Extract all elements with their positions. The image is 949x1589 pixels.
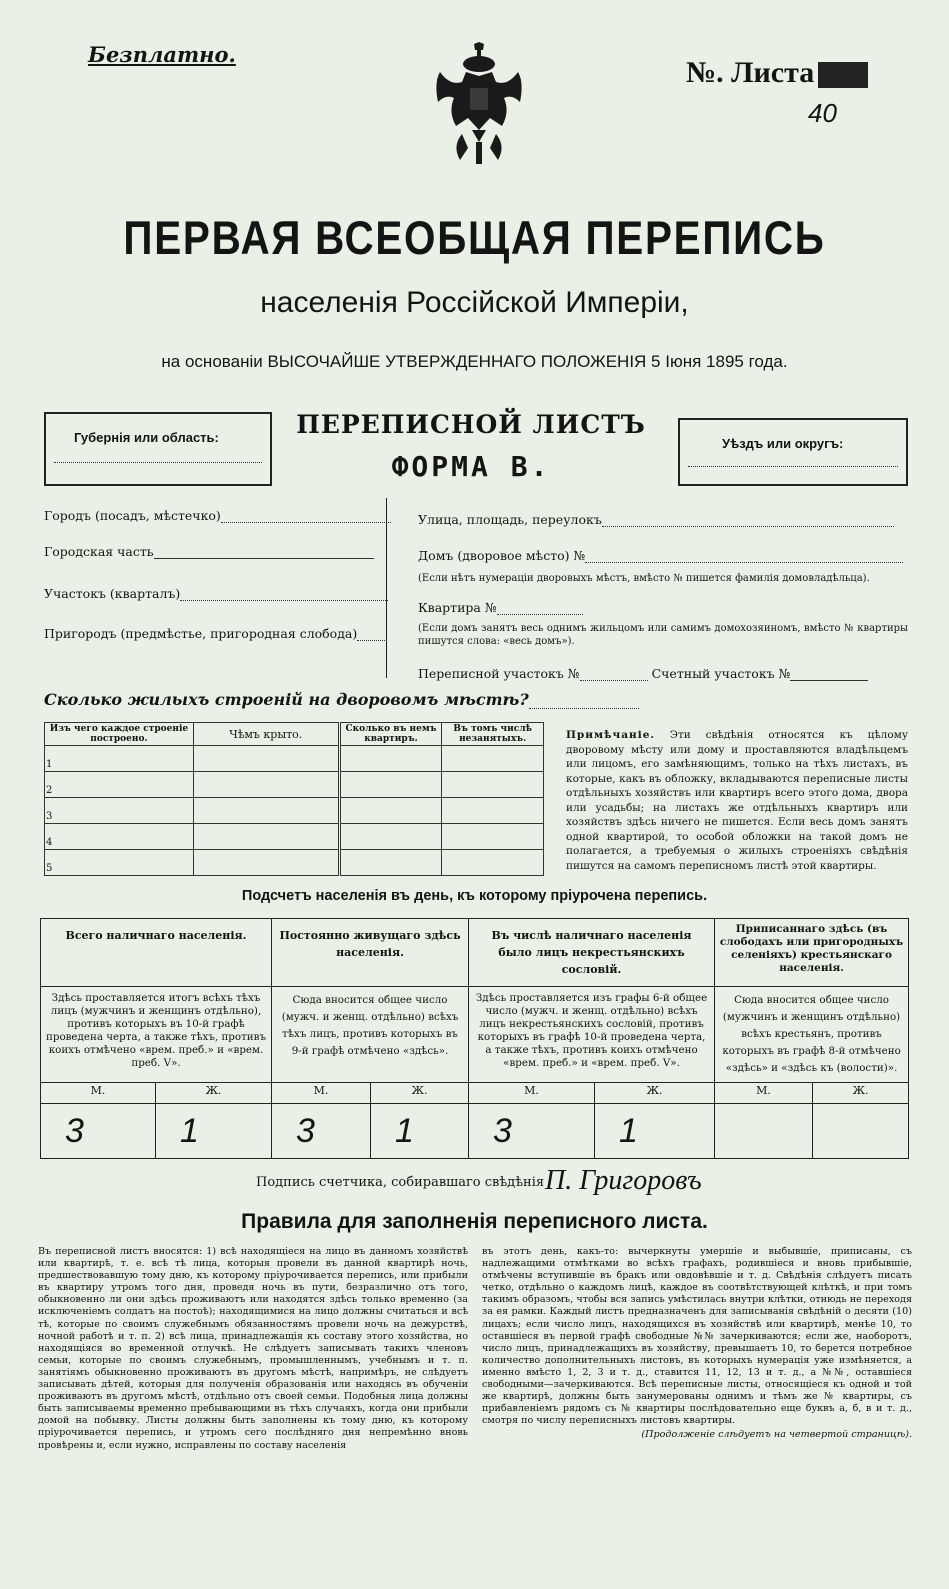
building-row [45, 798, 544, 824]
district-line[interactable] [688, 466, 898, 467]
building-roof-cell[interactable] [193, 798, 339, 824]
nonpeasant-female-value[interactable]: 1 [595, 1104, 715, 1159]
rules-right-text: въ этотъ день, какъ-то: вычеркнуты умершіе и выбывшіе, приписаны, съ надлежащими отмѣтками во всѣхъ графахъ, родившіеся и вновь прибывшіе, отмѣчены вступившіе въ бракъ или овдовѣвшіе и т. д. Свѣдѣнія слѣдуетъ писать четко, отдѣльно о каждомъ лицѣ, каждое въ соотвѣтствующей клѣткѣ, и при томъ такимъ образомъ, чтобы вся запись умѣстилась внутри клѣтки, отнюдь не переходя за ея рамки. Каждый листъ предназначенъ для записыванія свѣдѣній о десяти (10) лицахъ; если число лицъ, находящихся въ хозяйствѣ или квартирѣ, менѣе 10, то оставшіеся въ первой графѣ свободные №№ зачеркиваются; если же, наоборотъ, число лицъ, принадлежащихъ въ хозяйству, превышаетъ 10, то берется потребное количество дополнительныхъ листовъ, въ которыхъ нумерація уже измѣняется, а именно вмѣсто 1, 2, 3 и т. д., ставится 11, 12, 13 и т. д., а №№, оставшіеся свободными—зачеркиваются. Всѣ переписные листы, относящіеся къ одной и той же квартирѣ, должны быть занумерованы однимъ и тѣмъ же № квартиры, съ прибавленіемъ рядомъ съ № квартиры послѣдовательно еще буквъ а, б, в и т. д., смотря по числу переписныхъ листовъ квартиры. [482, 1246, 912, 1427]
decree-line: на основаніи ВЫСОЧАЙШЕ УТВЕРЖДЕННАГО ПОЛОЖЕНІЯ 5 Іюня 1895 года. [161, 352, 788, 371]
male-label: М. [715, 1083, 813, 1104]
pop-col-nonpeasant-text: Здѣсь проставляется изъ графы 6-й общее число (мужч. и женщ. отдѣльно) всѣхъ лицъ некрестьянскихъ сословій, противъ которыхъ въ графѣ 10-й проведена черта, а также тѣхъ, противъ коихъ отмѣчено «врем. преб.» и «врем. преб. V». [469, 987, 715, 1083]
precinct-label: Участокъ (кварталъ) [44, 586, 181, 601]
peasant-female-value[interactable] [813, 1104, 909, 1159]
building-roof-cell[interactable] [193, 746, 339, 772]
count-district-line [790, 668, 868, 681]
district-label: Уѣздъ или округъ: [722, 436, 844, 451]
male-label: М. [469, 1083, 595, 1104]
pop-col-nonpeasant-head: Въ числѣ наличнаго населенія было лицъ некрестьянскихъ сословій. [469, 919, 715, 987]
remark-label: Примѣчаніе. [566, 729, 656, 741]
building-vacant-cell[interactable] [442, 798, 544, 824]
building-vacant-cell[interactable] [442, 746, 544, 772]
house-field[interactable] [418, 548, 903, 563]
female-label: Ж. [371, 1083, 469, 1104]
apartment-note: (Если домъ занятъ весь однимъ жильцомъ или самимъ домохозяиномъ, вмѣсто № квартиры пишутся слова: «весь домъ»). [418, 623, 908, 647]
buildings-table [44, 722, 544, 876]
nonpeasant-male-value[interactable]: 3 [469, 1104, 595, 1159]
form-title: ПЕРЕПИСНОЙ ЛИСТЪ [296, 410, 646, 439]
building-row [45, 772, 544, 798]
rules-left-column: Въ переписной листъ вносятся: 1) всѣ находящіеся на лицо въ данномъ хозяйствѣ или квартирѣ, т. е. всѣ тѣ лица, которыя провели въ данной квартирѣ ночь, предшествовавшую тому дню, къ которому пріурочивается перепись, или прибыли въ квартиру утромъ того дня, проведя ночь въ пути, безразлично отъ того, обыкновенно ли они здѣсь проживаютъ или находятся здѣсь только временно (за исключеніемъ солдатъ на постоѣ); находящимися на лицо должны считаться и всѣ тѣ, которые по своимъ служебнымъ обязанностямъ провели ночь на дежурствѣ, ночной работѣ и т. п. 2) всѣ лица, принадлежащія къ составу этого хозяйства, но находящіяся во временной отлучкѣ. Не слѣдуетъ записывать такихъ членовъ семьи, которые по своимъ служебнымъ, промышленнымъ, учебнымъ и т. п. занятіямъ обыкновенно проживаютъ въ другомъ мѣстѣ, напримѣръ, не слѣдуетъ записывать дѣтей, которыя для полученія образованія или находясь въ обученіи проживаютъ въ другомъ мѣстѣ, отдѣльно отъ своей семьи. Подобныя лица должны быть записываемы временно пребывающими въ тѣхъ случаяхъ, когда они прибыли домой на побывку. Листы должны быть заполнены къ тому дню, къ которому пріурочивается перепись, и утромъ сего послѣдняго дня непремѣнно вновь провѣрены и, если нужно, исправлены по составу населенія [38, 1246, 468, 1451]
census-district-line [580, 668, 648, 681]
street-field[interactable] [418, 512, 894, 527]
building-row [45, 850, 544, 876]
building-row [45, 824, 544, 850]
buildings-header-roof: Чѣмъ крыто. [193, 723, 339, 746]
building-apartments-cell[interactable] [339, 746, 442, 772]
building-row-num: 5 [45, 850, 194, 876]
buildings-header-apartments: Сколько въ немъ квартиръ. [339, 723, 442, 746]
building-row-num: 1 [45, 746, 194, 772]
pop-col-peasant-head: Приписаннаго здѣсь (въ слободахъ или пригородныхъ селеніяхъ) крестьянскаго населенія. [715, 919, 909, 987]
free-label: Безплатно. [88, 42, 236, 67]
apartment-line [497, 602, 583, 615]
building-row-num: 3 [45, 798, 194, 824]
total-female-value[interactable]: 1 [156, 1104, 272, 1159]
rules-continued: (Продолженіе слѣдуетъ на четвертой страницѣ). [641, 1429, 912, 1441]
province-box [44, 412, 272, 486]
province-line[interactable] [54, 462, 262, 463]
apartment-label: Квартира № [418, 600, 497, 615]
buildings-header-vacant: Въ томъ числѣ незанятыхъ. [442, 723, 544, 746]
pop-col-total-text: Здѣсь проставляется итогъ всѣхъ тѣхъ лицъ (мужчинъ и женщинъ отдѣльно), противъ которыхъ въ 10-й графѣ проведена черта, а также тѣхъ, противъ коихъ отмѣчено «врем. преб.» и «врем. преб. V». [41, 987, 272, 1083]
precinct-field[interactable] [44, 586, 388, 601]
precinct-line [180, 588, 388, 601]
city-part-field[interactable] [44, 544, 374, 559]
street-label: Улица, площадь, переулокъ [418, 512, 602, 527]
female-label: Ж. [156, 1083, 272, 1104]
building-roof-cell[interactable] [193, 772, 339, 798]
buildings-question [44, 690, 639, 709]
population-heading: Подсчетъ населенія въ день, къ которому пріурочена перепись. [241, 888, 708, 904]
rules-title: Правила для заполненія переписного листа. [241, 1210, 708, 1233]
pop-col-permanent-text: Сюда вносится общее число (мужч. и женщ. отдѣльно) всѣхъ тѣхъ лицъ, противъ которыхъ въ 9-й графѣ отмѣчено «здѣсь». [272, 987, 469, 1083]
buildings-header-material: Изъ чего каждое строеніе построено. [45, 723, 194, 746]
buildings-question-line[interactable] [529, 696, 639, 709]
signature-handwritten[interactable]: П. Григоровъ [545, 1165, 702, 1196]
suburb-line [357, 628, 387, 641]
pop-col-total-head: Всего наличнаго населенія. [41, 919, 272, 987]
suburb-field[interactable] [44, 626, 387, 641]
remark-text: Эти свѣдѣнія относятся къ цѣлому дворовому мѣсту или дому и проставляются владѣльцемъ или лицомъ, его замѣняющимъ, только на тѣхъ листахъ, въ которые, какъ въ обложку, вкладываются переписные листы отдѣльныхъ хозяйствъ или квартиръ всего этого дома, двора или усадьбы; на листахъ же отдѣльныхъ квартиръ или хозяйствъ здѣсь ничего не пишется. Если весь домъ занятъ одной квартирой, то особой обложки на такой домъ не полагается, а требуемыя о жилыхъ строеніяхъ свѣдѣнія пишутся на самомъ переписномъ листѣ этой квартиры. [566, 729, 908, 872]
sheet-number-handwritten: 40 [808, 98, 837, 128]
building-vacant-cell[interactable] [442, 850, 544, 876]
apartment-field[interactable] [418, 600, 583, 615]
signature-label: Подпись счетчика, собиравшаго свѣдѣнія [256, 1175, 545, 1190]
house-note: (Если нѣтъ нумераціи дворовыхъ мѣстъ, вмѣсто № пишется фамилія домовладѣльца). [418, 573, 870, 584]
district-box [678, 418, 908, 486]
male-label: М. [41, 1083, 156, 1104]
document-subtitle: населенія Россійской Имперіи, [260, 286, 689, 319]
building-apartments-cell[interactable] [339, 772, 442, 798]
ink-blot [818, 62, 868, 88]
male-label: М. [272, 1083, 371, 1104]
document-title: ПЕРВАЯ ВСЕОБЩАЯ ПЕРЕПИСЬ [123, 211, 826, 264]
permanent-female-value[interactable]: 1 [371, 1104, 469, 1159]
city-field[interactable] [44, 508, 391, 523]
pop-col-peasant-text: Сюда вносится общее число (мужчинъ и женщинъ отдѣльно) всѣхъ крестьянъ, противъ которыхъ въ графѣ 8-й отмѣчено «здѣсь» и «здѣсь къ (волости)». [715, 987, 909, 1083]
rules-right-column [482, 1246, 912, 1442]
form-subtitle: ФОРМА В. [391, 450, 551, 483]
sheet-label-text: №. Листа [686, 56, 815, 89]
suburb-label: Пригородъ (предмѣстье, пригородная слобода) [44, 626, 358, 641]
building-roof-cell[interactable] [193, 824, 339, 850]
census-district-field[interactable] [418, 666, 868, 681]
permanent-male-value[interactable]: 3 [272, 1104, 371, 1159]
city-part-label: Городская часть [44, 544, 154, 559]
building-vacant-cell[interactable] [442, 772, 544, 798]
pop-col-permanent-head: Постоянно живущаго здѣсь населенія. [272, 919, 469, 987]
building-apartments-cell[interactable] [339, 798, 442, 824]
building-apartments-cell[interactable] [339, 824, 442, 850]
building-row-num: 4 [45, 824, 194, 850]
house-line [585, 550, 903, 563]
building-row [45, 746, 544, 772]
city-line [221, 510, 391, 523]
building-apartments-cell[interactable] [339, 850, 442, 876]
city-part-line [154, 546, 374, 559]
building-row-num: 2 [45, 772, 194, 798]
population-table [40, 918, 909, 1159]
census-district-label: Переписной участокъ № [418, 666, 580, 681]
house-label: Домъ (дворовое мѣсто) № [418, 548, 586, 563]
building-vacant-cell[interactable] [442, 824, 544, 850]
street-line [602, 514, 894, 527]
female-label: Ж. [813, 1083, 909, 1104]
total-male-value[interactable]: 3 [41, 1104, 156, 1159]
peasant-male-value[interactable] [715, 1104, 813, 1159]
count-district-label: Счетный участокъ № [651, 666, 791, 681]
province-label: Губернія или область: [74, 430, 219, 445]
imperial-eagle-emblem [432, 42, 526, 170]
remark-note [566, 728, 908, 873]
buildings-question-text: Сколько жилыхъ строеній на дворовомъ мѣстѣ? [44, 690, 529, 709]
female-label: Ж. [595, 1083, 715, 1104]
building-roof-cell[interactable] [193, 850, 339, 876]
sheet-number-label [686, 56, 868, 90]
city-label: Городъ (посадъ, мѣстечко) [44, 508, 221, 523]
